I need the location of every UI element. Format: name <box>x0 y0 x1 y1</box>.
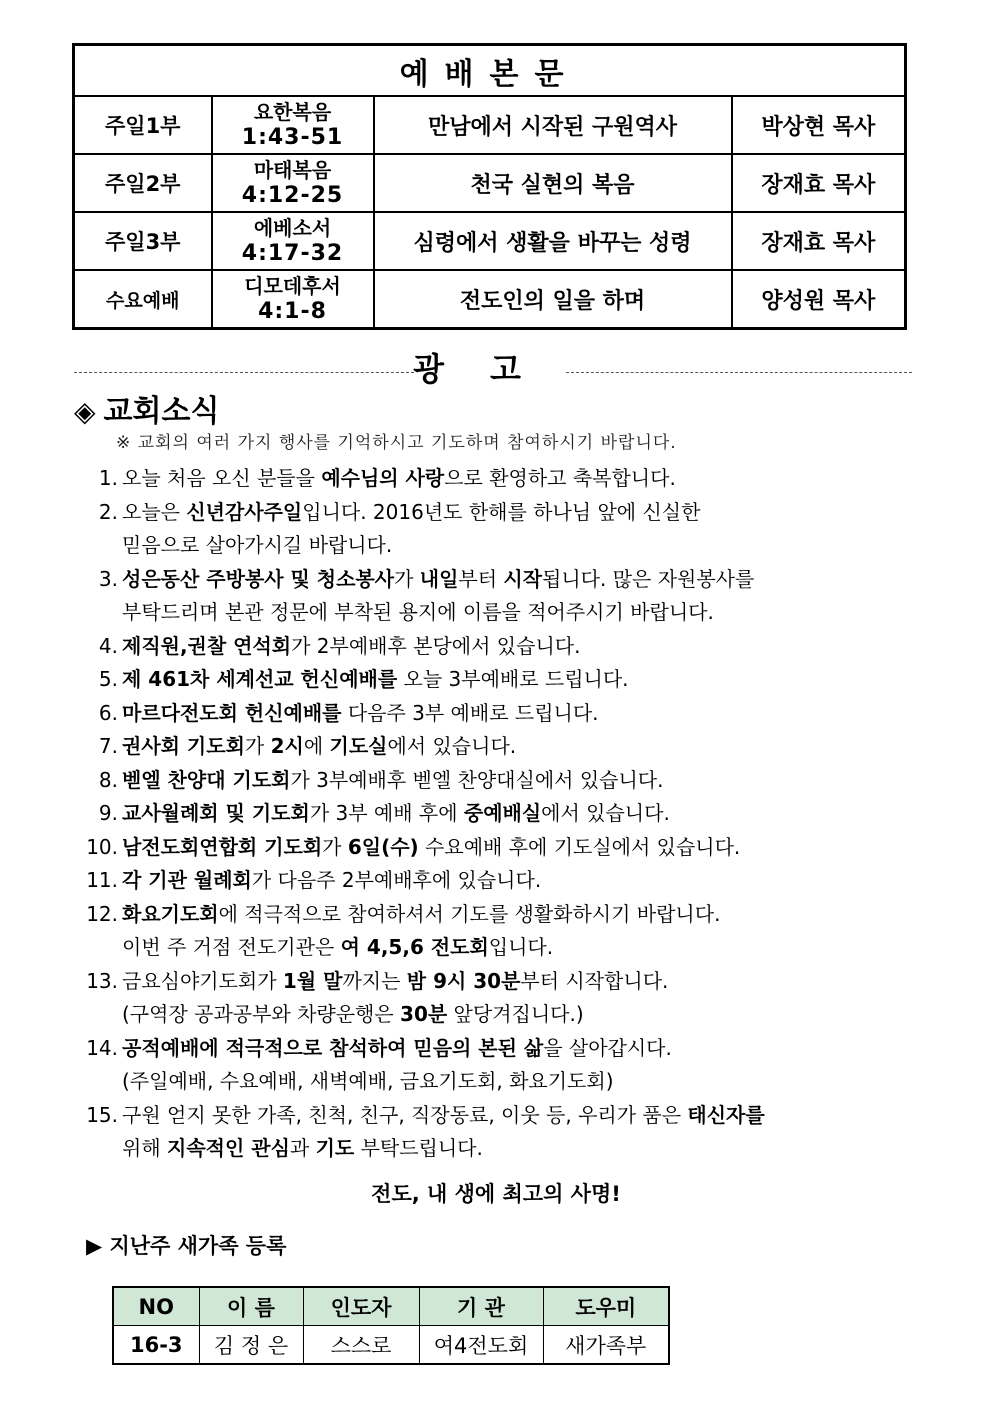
list-item-text: 을 살아갑시다. <box>543 1035 672 1060</box>
sermon-row <box>74 212 906 270</box>
emphasis-text: 성은동산 주방봉사 및 청소봉사 <box>122 566 395 591</box>
list-item-text: 과 <box>289 1136 316 1160</box>
emphasis-text: 신년감사주일 <box>186 499 303 524</box>
emphasis-text: 예수님의 사랑 <box>321 466 445 490</box>
service-name: 주일2부 <box>74 154 212 212</box>
service-name: 주일1부 <box>74 96 212 154</box>
emphasis-text: 태신자를 <box>687 1102 765 1127</box>
new-family-header-row <box>113 1287 669 1326</box>
emphasis-text: 1월 말 <box>282 968 343 993</box>
col-header-name: 이 름 <box>199 1287 303 1326</box>
emphasis-text: 중예배실 <box>463 801 542 825</box>
scripture-ref <box>212 154 374 212</box>
scripture-book: 마태복음 <box>253 158 332 182</box>
emphasis-text: 제직원,권찰 연석회 <box>122 633 292 658</box>
list-item <box>72 462 972 496</box>
diamond-icon: ◈ <box>74 395 96 428</box>
scripture-ref <box>212 96 374 154</box>
list-item-text: 앞당겨집니다.) <box>447 1002 584 1026</box>
list-item-number: 1. <box>98 466 118 490</box>
list-item-text: 믿음으로 살아가시길 바랍니다. <box>122 533 393 557</box>
list-item-text: 부터 <box>458 566 504 591</box>
list-item <box>72 1032 972 1066</box>
scripture-book: 에베소서 <box>253 216 332 240</box>
emphasis-text: 마르다전도회 헌신예배를 <box>122 700 342 725</box>
col-header-guide: 인도자 <box>303 1287 419 1326</box>
emphasis-text: 벧엘 찬양대 기도회 <box>122 767 291 792</box>
list-item-number: 4. <box>98 633 118 658</box>
list-item-text: 위해 <box>122 1136 167 1160</box>
list-item-text: 오늘 처음 오신 분들을 <box>122 466 322 490</box>
news-note: ※ 교회의 여러 가지 행사를 기억하시고 기도하며 참여하시기 바랍니다. <box>116 433 677 453</box>
list-item-text: 금요심야기도회가 <box>122 968 283 993</box>
list-item-continuation <box>72 931 972 965</box>
list-item-text: 가 다음주 2부예배후에 있습니다. <box>251 868 542 892</box>
emphasis-text: 공적예배에 적극적으로 참석하여 믿음의 본된 삶 <box>122 1035 544 1060</box>
emphasis-text: 밤 9시 30분 <box>406 968 521 993</box>
list-item-number: 13. <box>86 968 118 993</box>
list-item <box>72 697 972 731</box>
sermon-table-title: 예배본문 <box>74 45 906 97</box>
list-item <box>72 496 972 530</box>
emphasis-text: 30분 <box>400 1002 448 1026</box>
list-item-number: 8. <box>98 767 118 792</box>
emphasis-text: 기도 <box>315 1136 355 1160</box>
list-item-number: 3. <box>98 566 118 591</box>
list-item-number: 11. <box>86 868 118 892</box>
scripture-ref <box>212 270 374 329</box>
announcement-list <box>72 462 972 1166</box>
list-item-continuation <box>72 1065 972 1099</box>
list-item-text: 에서 있습니다. <box>387 734 517 758</box>
new-family-table <box>112 1286 670 1365</box>
list-item <box>72 898 972 932</box>
list-item-text: 입니다. <box>488 935 554 959</box>
scripture-ref <box>212 212 374 270</box>
list-item-continuation <box>72 529 972 563</box>
list-item-text: 에서 있습니다. <box>541 801 670 825</box>
emphasis-text: 제 461차 세계선교 헌신예배를 <box>122 667 398 691</box>
table-row <box>113 1326 669 1365</box>
list-item <box>72 663 972 697</box>
ad-title: 광고 <box>413 350 567 388</box>
list-item-number: 10. <box>86 834 118 859</box>
list-item-text: 으로 환영하고 축복합니다. <box>444 466 676 490</box>
list-item-number: 15. <box>86 1102 118 1127</box>
col-header-no: NO <box>113 1287 199 1326</box>
cell-name: 김 정 은 <box>199 1326 303 1365</box>
list-item-continuation <box>72 596 972 630</box>
list-item-text: 가 <box>394 566 420 591</box>
list-item-number: 14. <box>86 1035 118 1060</box>
cell-guide: 스스로 <box>303 1326 419 1365</box>
list-item-text: (구역장 공과공부와 차량운행은 <box>122 1002 401 1026</box>
list-item-text: 부탁드리며 본관 정문에 부착된 용지에 이름을 적어주시기 바랍니다. <box>122 600 714 624</box>
service-name: 주일3부 <box>74 212 212 270</box>
list-item-continuation <box>72 998 972 1032</box>
emphasis-text: 화요기도회 <box>122 901 219 926</box>
list-item-text: 수요예배 후에 기도실에서 있습니다. <box>418 834 741 859</box>
list-item <box>72 563 972 597</box>
scripture-verse: 4:17-32 <box>241 241 344 266</box>
cell-org: 여4전도회 <box>419 1326 543 1365</box>
list-item-number: 6. <box>98 700 118 725</box>
sermon-title: 만남에서 시작된 구원역사 <box>374 96 732 154</box>
list-item-text: 부탁드립니다. <box>354 1136 483 1160</box>
emphasis-text: 6일(수) <box>347 834 419 859</box>
emphasis-text: 2시 <box>270 734 304 758</box>
emphasis-text: 교사월례회 및 기도회 <box>122 801 310 825</box>
list-item-text: (주일예배, 수요예배, 새벽예배, 금요기도회, 화요기도회) <box>122 1069 614 1093</box>
emphasis-text: 각 기관 월례회 <box>122 868 252 892</box>
list-item <box>72 864 972 898</box>
list-item <box>72 1099 972 1133</box>
church-news-heading <box>74 386 219 430</box>
list-item <box>72 797 972 831</box>
emphasis-text: 지속적인 관심 <box>167 1136 290 1160</box>
list-item-text: 오늘 3부예배로 드립니다. <box>397 667 629 691</box>
scripture-verse: 1:43-51 <box>241 125 344 150</box>
emphasis-text: 권사회 기도회 <box>122 734 245 758</box>
list-item-text: 에 <box>303 734 330 758</box>
ad-divider-right <box>566 372 912 373</box>
sermon-row <box>74 154 906 212</box>
sermon-title: 심령에서 생활을 바꾸는 성령 <box>374 212 732 270</box>
sermon-title: 전도인의 일을 하며 <box>374 270 732 329</box>
preacher-name: 장재효 목사 <box>732 212 906 270</box>
preacher-name: 장재효 목사 <box>732 154 906 212</box>
list-item-number: 2. <box>98 499 118 524</box>
sermon-row <box>74 96 906 154</box>
list-item-text: 가 2부예배후 본당에서 있습니다. <box>291 633 581 658</box>
emphasis-text: 기도실 <box>329 734 388 758</box>
list-item <box>72 730 972 764</box>
church-news-label: 교회소식 <box>103 394 220 429</box>
scripture-verse: 4:12-25 <box>241 183 344 208</box>
list-item <box>72 831 972 865</box>
list-item-text: 가 <box>244 734 271 758</box>
scripture-book: 디모데후서 <box>244 274 341 298</box>
list-item-text: 에 적극적으로 참여하셔서 기도를 생활화하시기 바랍니다. <box>218 901 721 926</box>
list-item-text: 이번 주 거점 전도기관은 <box>122 935 341 959</box>
scripture-verse: 4:1-8 <box>258 299 327 324</box>
preacher-name: 박상현 목사 <box>732 96 906 154</box>
list-item <box>72 965 972 999</box>
list-item-number: 12. <box>86 901 118 926</box>
emphasis-text: 남전도회연합회 기도회 <box>122 834 323 859</box>
preacher-name: 양성원 목사 <box>732 270 906 329</box>
sermon-row <box>74 270 906 329</box>
emphasis-text: 시작 <box>503 566 543 591</box>
list-item-number: 5. <box>98 667 118 691</box>
motto: 전도, 내 생에 최고의 사명! <box>371 1182 621 1206</box>
col-header-helper: 도우미 <box>543 1287 669 1326</box>
list-item <box>72 630 972 664</box>
list-item-text: 됩니다. 많은 자원봉사를 <box>542 566 755 591</box>
list-item-number: 7. <box>98 734 118 758</box>
list-item-text: 까지는 <box>342 968 407 993</box>
cell-helper: 새가족부 <box>543 1326 669 1365</box>
scripture-book: 요한복음 <box>253 100 332 124</box>
list-item-text: 부터 시작합니다. <box>520 968 669 993</box>
list-item-number: 9. <box>98 801 118 825</box>
new-family-heading: ▶ 지난주 새가족 등록 <box>86 1234 287 1258</box>
sermon-table <box>72 43 907 330</box>
col-header-org: 기 관 <box>419 1287 543 1326</box>
list-item-continuation <box>72 1132 972 1166</box>
list-item-text: 가 3부 예배 후에 <box>309 801 464 825</box>
cell-no: 16-3 <box>113 1326 199 1365</box>
service-name: 수요예배 <box>74 270 212 329</box>
list-item-text: 오늘은 <box>122 499 187 524</box>
sermon-title: 천국 실현의 복음 <box>374 154 732 212</box>
emphasis-text: 내일 <box>419 566 459 591</box>
ad-divider-left <box>74 372 414 373</box>
list-item-text: 다음주 3부 예배로 드립니다. <box>341 700 599 725</box>
list-item-text: 가 3부예배후 벧엘 찬양대실에서 있습니다. <box>290 767 664 792</box>
list-item-text: 구원 얻지 못한 가족, 친척, 친구, 직장동료, 이웃 등, 우리가 품은 <box>122 1102 688 1127</box>
list-item-text: 입니다. 2016년도 한해를 하나님 앞에 신실한 <box>302 499 701 524</box>
emphasis-text: 여 4,5,6 전도회 <box>340 935 489 959</box>
list-item <box>72 764 972 798</box>
list-item-text: 가 <box>322 834 348 859</box>
